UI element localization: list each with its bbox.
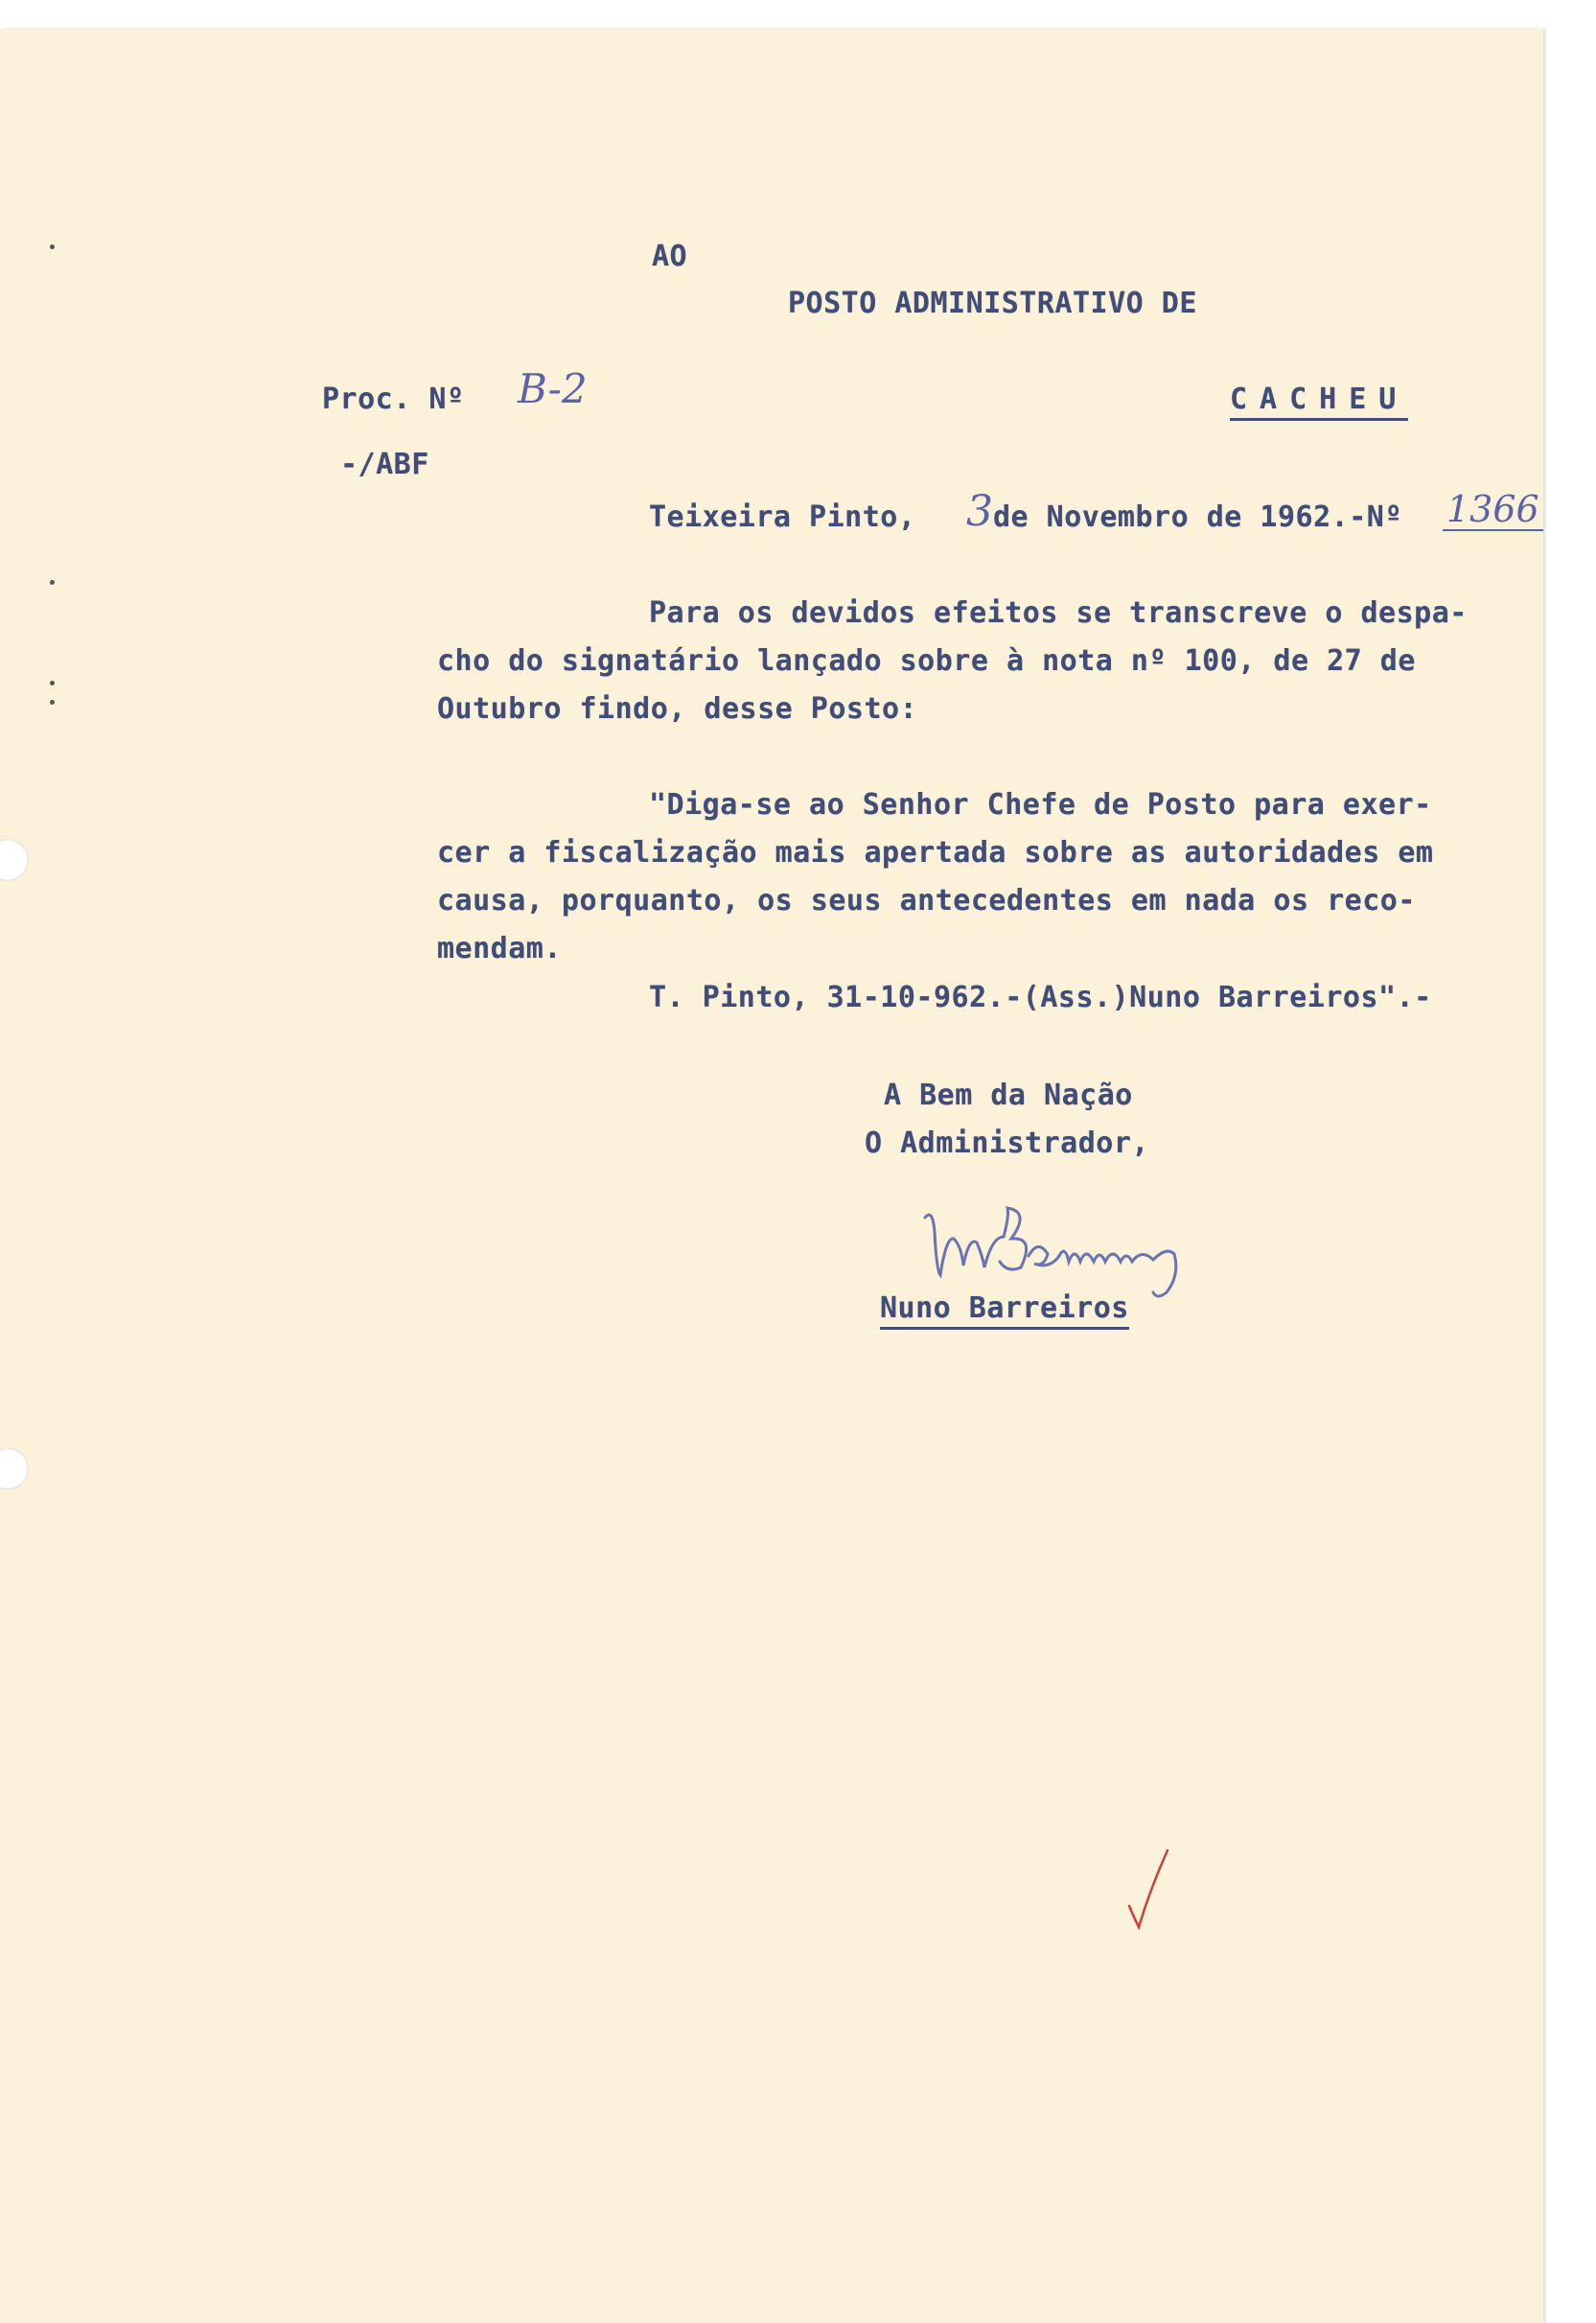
date-rest: de Novembro de 1962.-Nº <box>993 500 1402 534</box>
paper-speck <box>50 244 55 249</box>
proc-number-handwritten: B-2 <box>518 365 588 412</box>
paragraph1-line2: cho do signatário lançado sobre à nota nº 100, de 27 de <box>437 644 1416 678</box>
date-day-handwritten: 3 <box>966 487 993 536</box>
addressee-ao: AO <box>652 240 688 273</box>
paragraph1-line3: Outubro findo, desse Posto: <box>437 692 918 726</box>
ref-code: -/ABF <box>340 448 429 481</box>
punch-hole-top <box>0 839 29 881</box>
quote-signoff: T. Pinto, 31-10-962.-(Ass.)Nuno Barreiros".- <box>649 981 1432 1014</box>
paragraph1-line1: Para os devidos efeitos se transcreve o despa- <box>649 596 1468 630</box>
addressee-local: CACHEU <box>1230 385 1408 421</box>
punch-hole-bottom <box>0 1448 29 1490</box>
closing-title: O Administrador, <box>865 1127 1149 1160</box>
addressee-posto: POSTO ADMINISTRATIVO DE <box>788 287 1197 320</box>
quote-line1: "Diga-se ao Senhor Chefe de Posto para exer- <box>649 788 1432 822</box>
closing-salutation: A Bem da Nação <box>884 1079 1133 1112</box>
quote-line2: cer a fiscalização mais apertada sobre as autoridades em <box>437 836 1434 870</box>
check-mark-icon <box>1122 1831 1179 1937</box>
quote-line4: mendam. <box>437 932 562 965</box>
paper-speck <box>50 681 55 685</box>
proc-label: Proc. Nº <box>322 383 465 416</box>
signature-name: Nuno Barreiros <box>880 1294 1129 1330</box>
paper-speck <box>50 700 55 705</box>
letter-page <box>0 29 1543 2323</box>
paper-speck <box>50 580 55 585</box>
document-number-handwritten: 1366 <box>1443 491 1543 531</box>
date-prefix: Teixeira Pinto, <box>649 500 916 534</box>
quote-line3: causa, porquanto, os seus antecedentes em nada os reco- <box>437 884 1416 918</box>
